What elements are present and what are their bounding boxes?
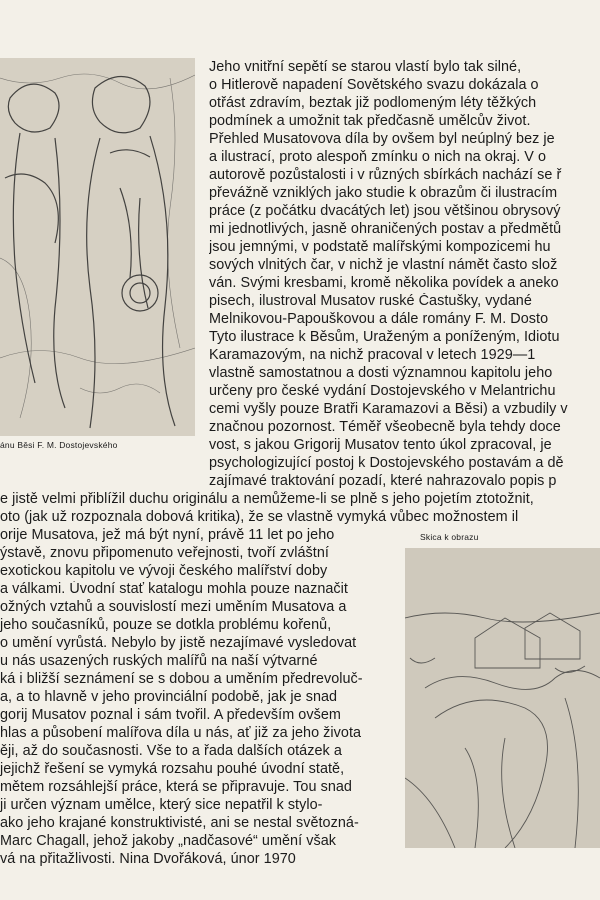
sketch-figures-drawing [0, 58, 195, 436]
text-line: Jeho vnitřní sepětí se starou vlastí bylo tak silné, [209, 59, 522, 75]
text-line: cemi vyšly pouze Bratři Karamazovi a Běsi) a vzbudily v [209, 401, 568, 417]
text-line: značnou pozornost. Téměř všeobecně byla tehdy doce [209, 419, 561, 435]
text-line: otřást zdravím, beztak již podlomeným léty těžkých [209, 95, 537, 111]
text-line: mi jednotlivých, jasně ohraničených postav a předmětů [209, 221, 562, 237]
text-line: určeny pro české vydání Dostojevského v Melantrichu [209, 383, 556, 399]
text-line: mětem rozsáhlejší práce, která se připravuje. Tou snad [0, 779, 352, 795]
sketch-landscape-drawing [405, 548, 600, 848]
text-line: jejichž řešení se vymyká rozsahu pouhé úvodní statě, [0, 761, 345, 777]
dostoevsky-illustration [0, 58, 195, 436]
text-line: u nás usazených ruských malířů na naší výtvarné [0, 653, 318, 669]
text-line: autorově pozůstalosti i v různých sbírkách nachází se ř [209, 167, 562, 183]
text-line: hlas a působení malířova díla u nás, ať již za jeho života [0, 725, 362, 741]
text-line: zajímavé traktování pozadí, které nahrazovalo popis p [209, 473, 557, 489]
text-line: Tyto ilustrace k Běsům, Uraženým a poníženým, Idiotu [209, 329, 560, 345]
text-line: a ilustrací, proto alespoň zmínku o nich na okraj. V o [209, 149, 547, 165]
illustration-caption-bottom: Skica k obrazu [420, 532, 479, 542]
text-line: ká i bližší seznámení se s dobou a uměním předrevoluč- [0, 671, 363, 687]
text-line: ji určen význam umělce, který sice nepatřil k stylo- [0, 797, 323, 813]
text-line: oto (jak už rozpoznala dobová kritika), že se vlastně vymyká vůbec možnostem il [0, 509, 519, 525]
text-line: ýstavě, znovu připomenuto veřejnosti, tvoří zvláštní [0, 545, 329, 561]
text-line: převážně vzniklých jako studie k obrazům či ilustracím [209, 185, 558, 201]
text-line: o umění vyrůstá. Nebylo by jistě nezajímavé vysledovat [0, 635, 357, 651]
text-line: jeho současníků, pouze se dotkla problému kořenů, [0, 617, 332, 633]
text-line: pisech, ilustroval Musatov ruské Častušky, vydané [209, 293, 532, 309]
text-line: vost, s jakou Grigorij Musatov tento úkol zpracoval, je [209, 437, 552, 453]
text-line: Přehled Musatovova díla by ovšem byl neúplný bez je [209, 131, 555, 147]
sketch-illustration [405, 548, 600, 848]
text-line: e jistě velmi přiblížil duchu originálu a nemůžeme-li se plně s jeho pojetím ztotožnit, [0, 491, 534, 507]
text-line: jsou jemnými, v podstatě malířskými kompozicemi hu [209, 239, 551, 255]
text-line: podmínek a umožnit tak předčasně umělcův život. [209, 113, 531, 129]
text-line: a válkami. Úvodní stať katalogu mohla pouze naznačit [0, 581, 348, 597]
text-line: vlastně samostatnou a dosti významnou kapitolu jeho [209, 365, 553, 381]
text-line: Karamazovým, na nichž pracoval v letech 1929—1 [209, 347, 536, 363]
text-line: exotickou kapitolu ve vývoji českého malířství doby [0, 563, 328, 579]
text-line: orije Musatova, jež má být nyní, právě 11 let po jeho [0, 527, 335, 543]
text-line: a, a to hlavně v jeho provinciální podobě, jak je snad [0, 689, 338, 705]
text-line: ožných vztahů a souvislostí mezi uměním Musatova a [0, 599, 347, 615]
text-line: práce (z počátku dvacátých let) jsou většinou obrysový [209, 203, 561, 219]
text-line: vá na přitažlivosti. Nina Dvořáková, únor 1970 [0, 851, 296, 867]
text-line: o Hitlerově napadení Sovětského svazu dokázala o [209, 77, 539, 93]
text-line: gorij Musatov poznal i sám tvořil. A především ovšem [0, 707, 341, 723]
text-line: psychologizující postoj k Dostojevského postavám a dě [209, 455, 564, 471]
text-line: ván. Svými kresbami, kromě několika povídek a aneko [209, 275, 559, 291]
illustration-caption-top: ánu Běsi F. M. Dostojevského [0, 440, 118, 450]
text-line: sových vlnitých čar, v nichž je vlastní námět často slož [209, 257, 558, 273]
text-line: ako jeho krajané konstruktivisté, ani se nestal světozná- [0, 815, 359, 831]
text-line: ěji, až do současnosti. Vše to a řada dalších otázek a [0, 743, 342, 759]
text-line: Marc Chagall, jehož jakoby „nadčasové“ umění však [0, 833, 336, 849]
text-line: Melnikovou-Papouškovou a dále romány F. M. Dosto [209, 311, 549, 327]
